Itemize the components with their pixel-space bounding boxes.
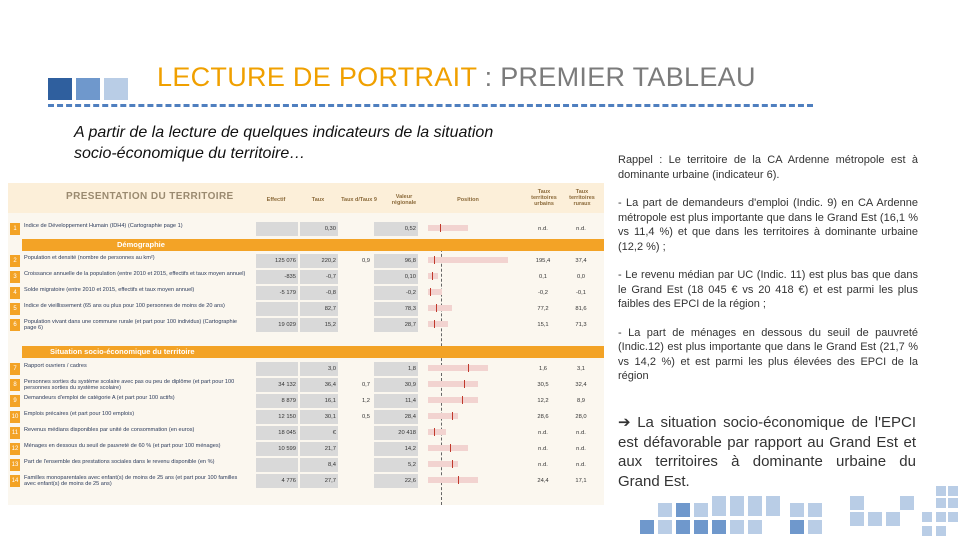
cell-regional: 78,3 bbox=[374, 302, 418, 316]
cell-ratio bbox=[340, 318, 372, 332]
cell-effectif: 19 029 bbox=[256, 318, 298, 332]
table-row bbox=[8, 285, 604, 301]
position-marker bbox=[432, 272, 433, 280]
cell-ratio bbox=[340, 270, 372, 284]
table-row bbox=[8, 441, 604, 457]
cell-taux: € bbox=[300, 426, 338, 440]
table-row bbox=[8, 221, 604, 237]
row-number: 1 bbox=[10, 223, 20, 235]
row-number: 12 bbox=[10, 443, 20, 455]
position-marker bbox=[440, 224, 441, 232]
cell-urbain: 24,4 bbox=[537, 478, 549, 484]
cell-effectif: 4 776 bbox=[256, 474, 298, 488]
cell-regional: 1,8 bbox=[374, 362, 418, 376]
cell-ratio: 1,2 bbox=[361, 398, 370, 404]
cell-ratio bbox=[340, 302, 372, 316]
position-bar bbox=[428, 477, 478, 483]
cell-regional: 5,2 bbox=[374, 458, 418, 472]
position-marker bbox=[450, 444, 451, 452]
note-rappel: Rappel : Le territoire de la CA Ardenne métropole est à dominante urbaine (indicateur 6). bbox=[618, 154, 918, 181]
position-marker bbox=[464, 380, 465, 388]
cell-rural: 37,4 bbox=[575, 258, 587, 264]
cell-regional: 30,9 bbox=[374, 378, 418, 392]
cell-urbain: 30,5 bbox=[537, 382, 549, 388]
table-row bbox=[8, 361, 604, 377]
cell-urbain: 77,2 bbox=[537, 306, 549, 312]
cell-rural: 32,4 bbox=[575, 382, 587, 388]
position-marker bbox=[452, 412, 453, 420]
row-label: Indice de vieillissement (65 ans ou plus pour 100 personnes de moins de 20 ans) bbox=[24, 303, 225, 309]
col-effectif: Effectif bbox=[266, 197, 286, 203]
table-row bbox=[8, 473, 604, 489]
row-number: 14 bbox=[10, 475, 20, 487]
cell-regional: 11,4 bbox=[374, 394, 418, 408]
cell-ratio: 0,5 bbox=[361, 414, 370, 420]
row-label: Population vivant dans une commune rurale (et part pour 100 individus) (Cartographie page 6) bbox=[24, 319, 237, 332]
cell-taux: 220,2 bbox=[300, 254, 338, 268]
cell-effectif bbox=[256, 362, 298, 376]
cell-urbain: 1,6 bbox=[538, 366, 548, 372]
col-valeur-regionale: Valeur régionale bbox=[391, 194, 417, 206]
position-bar bbox=[428, 397, 478, 403]
table-row bbox=[8, 393, 604, 409]
table-row bbox=[8, 457, 604, 473]
col-position: Position bbox=[457, 197, 479, 203]
note-bullet-1: - La part de demandeurs d'emploi (Indic. 9) en CA Ardenne métropole est plus importante que dans le Grand Est (16,1 % vs 11,4 %) et que dans les territoires à dominante urbaine (12,2 %) ; bbox=[618, 197, 918, 253]
cell-rural: n.d. bbox=[576, 462, 586, 468]
row-label: Croissance annuelle de la population (entre 2010 et 2015, effectifs et taux moyen annuel) bbox=[24, 271, 246, 277]
cell-ratio: 0,9 bbox=[361, 258, 370, 264]
position-bar bbox=[428, 381, 478, 387]
conclusion-text: ➔ La situation socio-économique de l'EPCI est défavorable par rapport au Grand Est et aux territoires à dominante urbaine du Grand Est. bbox=[618, 414, 916, 490]
logo-squares bbox=[48, 78, 132, 100]
cell-ratio bbox=[340, 426, 372, 440]
cell-regional: 0,10 bbox=[374, 270, 418, 284]
cell-urbain: n.d. bbox=[538, 446, 548, 452]
title-accent: LECTURE DE PORTRAIT bbox=[157, 62, 477, 92]
cell-effectif bbox=[256, 222, 298, 236]
row-number: 11 bbox=[10, 427, 20, 439]
position-bar bbox=[428, 225, 468, 231]
cell-ratio bbox=[340, 442, 372, 456]
row-label: Solde migratoire (entre 2010 et 2015, effectifs et taux moyen annuel) bbox=[24, 287, 195, 293]
position-bar bbox=[428, 321, 448, 327]
position-marker bbox=[434, 320, 435, 328]
position-marker bbox=[462, 396, 463, 404]
cell-urbain: 28,6 bbox=[537, 414, 549, 420]
position-bar bbox=[428, 413, 458, 419]
cell-rural: -0,1 bbox=[576, 290, 586, 296]
row-label: Part de l'ensemble des prestations sociales dans le revenu disponible (en %) bbox=[24, 459, 215, 465]
row-number: 13 bbox=[10, 459, 20, 471]
table-row bbox=[8, 253, 604, 269]
row-number: 9 bbox=[10, 395, 20, 407]
cell-ratio bbox=[340, 362, 372, 376]
row-number: 5 bbox=[10, 303, 20, 315]
row-number: 10 bbox=[10, 411, 20, 423]
cell-ratio bbox=[340, 458, 372, 472]
cell-regional: 0,52 bbox=[374, 222, 418, 236]
row-label: Population et densité (nombre de personnes au km²) bbox=[24, 255, 155, 261]
cell-taux: 82,7 bbox=[300, 302, 338, 316]
note-bullet-2: - Le revenu médian par UC (Indic. 11) est plus bas que dans le Grand Est (18 045 € vs 20 418 €) et est parmi les plus faibles des EPCI de la région ; bbox=[618, 269, 918, 310]
cell-effectif: 34 132 bbox=[256, 378, 298, 392]
row-label: Revenus médians disponibles par unité de consommation (en euros) bbox=[24, 427, 195, 433]
note-bullet-3: - La part de ménages en dessous du seuil de pauvreté (Indic.12) est plus importante que dans le Grand Est (21,7 % vs 14,2 %) et est parmi les plus élevées des EPCI de la région bbox=[618, 326, 918, 382]
col-taux-ruraux: Taux territoires ruraux bbox=[569, 189, 595, 207]
cell-urbain: 0,1 bbox=[538, 274, 548, 280]
cell-regional: 22,6 bbox=[374, 474, 418, 488]
position-marker bbox=[468, 364, 469, 372]
cell-taux: 21,7 bbox=[300, 442, 338, 456]
row-number: 8 bbox=[10, 379, 20, 391]
row-label: Emplois précaires (et part pour 100 emplois) bbox=[24, 411, 135, 417]
position-marker bbox=[458, 476, 459, 484]
cell-rural: n.d. bbox=[576, 446, 586, 452]
table-header bbox=[8, 183, 604, 213]
notes-panel bbox=[618, 153, 918, 398]
position-marker bbox=[430, 288, 431, 296]
cell-rural: 28,0 bbox=[575, 414, 587, 420]
cell-rural: 81,6 bbox=[575, 306, 587, 312]
cell-taux: 16,1 bbox=[300, 394, 338, 408]
table-title: PRESENTATION DU TERRITOIRE bbox=[66, 191, 234, 202]
cell-taux: 3,0 bbox=[300, 362, 338, 376]
cell-taux: 30,1 bbox=[300, 410, 338, 424]
cell-rural: 8,9 bbox=[576, 398, 586, 404]
intro-text bbox=[74, 122, 594, 164]
cell-ratio bbox=[340, 474, 372, 488]
slide-title bbox=[157, 62, 756, 93]
col-taux: Taux bbox=[311, 197, 325, 203]
row-label: Rapport ouvriers / cadres bbox=[24, 363, 87, 369]
position-bar bbox=[428, 445, 468, 451]
cell-urbain: n.d. bbox=[538, 430, 548, 436]
position-bar bbox=[428, 273, 438, 279]
cell-ratio bbox=[340, 222, 372, 236]
cell-taux: -0,7 bbox=[300, 270, 338, 284]
cell-effectif: 125 076 bbox=[256, 254, 298, 268]
cell-regional: -0,2 bbox=[374, 286, 418, 300]
position-marker bbox=[434, 256, 435, 264]
section-demographie: Démographie bbox=[22, 239, 604, 251]
cell-regional: 20 418 bbox=[374, 426, 418, 440]
section-socio-economique: Situation socio-économique du territoire bbox=[22, 346, 604, 358]
cell-urbain: n.d. bbox=[538, 462, 548, 468]
cell-effectif: 8 879 bbox=[256, 394, 298, 408]
title-rest: PREMIER TABLEAU bbox=[500, 62, 756, 92]
table-row bbox=[8, 317, 604, 333]
position-bar bbox=[428, 257, 508, 263]
cell-urbain: -0,2 bbox=[538, 290, 548, 296]
cell-effectif: -835 bbox=[256, 270, 298, 284]
row-number: 3 bbox=[10, 271, 20, 283]
table-row bbox=[8, 377, 604, 393]
row-label: Indice de Développement Humain (IDH4) (Cartographie page 1) bbox=[24, 223, 183, 229]
cell-urbain: 12,2 bbox=[537, 398, 549, 404]
cell-effectif: 18 045 bbox=[256, 426, 298, 440]
cell-urbain: 195,4 bbox=[535, 258, 551, 264]
row-number: 4 bbox=[10, 287, 20, 299]
cell-rural: 17,1 bbox=[575, 478, 587, 484]
cell-ratio: 0,7 bbox=[361, 382, 370, 388]
cell-effectif bbox=[256, 458, 298, 472]
position-bar bbox=[428, 365, 488, 371]
cell-taux: 8,4 bbox=[300, 458, 338, 472]
cell-urbain: 15,1 bbox=[537, 322, 549, 328]
intro-line-1: A partir de la lecture de quelques indicateurs de la situation bbox=[74, 124, 494, 141]
cell-taux: 15,2 bbox=[300, 318, 338, 332]
table-row bbox=[8, 409, 604, 425]
col-taux-urbains: Taux territoires urbains bbox=[531, 189, 557, 207]
position-bar bbox=[428, 461, 458, 467]
cell-taux: 36,4 bbox=[300, 378, 338, 392]
cell-regional: 96,8 bbox=[374, 254, 418, 268]
row-label: Personnes sorties du système scolaire avec pas ou peu de diplôme (et part pour 100 personnes sorties du système scolaire) bbox=[24, 379, 235, 392]
cell-taux: 0,30 bbox=[300, 222, 338, 236]
table-row bbox=[8, 425, 604, 441]
cell-regional: 14,2 bbox=[374, 442, 418, 456]
position-bar bbox=[428, 429, 446, 435]
portrait-table bbox=[8, 183, 604, 505]
table-row bbox=[8, 269, 604, 285]
cell-rural: n.d. bbox=[576, 226, 586, 232]
intro-line-2: socio-économique du territoire… bbox=[74, 145, 306, 162]
row-label: Ménages en dessous du seuil de pauvreté de 60 % (et part pour 100 ménages) bbox=[24, 443, 221, 449]
cell-ratio bbox=[340, 286, 372, 300]
cell-effectif: -5 179 bbox=[256, 286, 298, 300]
row-label: Familles monoparentales avec enfant(s) de moins de 25 ans (et part pour 100 familles avec enfant(s) de moins de 25 ans) bbox=[24, 475, 238, 488]
cell-urbain: n.d. bbox=[538, 226, 548, 232]
title-divider bbox=[48, 104, 813, 107]
position-marker bbox=[436, 304, 437, 312]
cell-effectif bbox=[256, 302, 298, 316]
col-taux-ratio: Taux d/Taux 9 bbox=[341, 197, 377, 203]
position-bar bbox=[428, 305, 452, 311]
row-number: 2 bbox=[10, 255, 20, 267]
cell-regional: 28,4 bbox=[374, 410, 418, 424]
cell-taux: 27,7 bbox=[300, 474, 338, 488]
position-marker bbox=[434, 428, 435, 436]
position-marker bbox=[452, 460, 453, 468]
cell-rural: n.d. bbox=[576, 430, 586, 436]
cell-rural: 0,0 bbox=[576, 274, 586, 280]
title-separator: : bbox=[484, 62, 493, 92]
row-label: Demandeurs d'emploi de catégorie A (et part pour 100 actifs) bbox=[24, 395, 175, 401]
cell-rural: 71,3 bbox=[575, 322, 587, 328]
cell-taux: -0,8 bbox=[300, 286, 338, 300]
row-number: 7 bbox=[10, 363, 20, 375]
row-number: 6 bbox=[10, 319, 20, 331]
cell-effectif: 10 599 bbox=[256, 442, 298, 456]
cell-effectif: 12 150 bbox=[256, 410, 298, 424]
cell-rural: 3,1 bbox=[576, 366, 586, 372]
cell-regional: 28,7 bbox=[374, 318, 418, 332]
table-row bbox=[8, 301, 604, 317]
